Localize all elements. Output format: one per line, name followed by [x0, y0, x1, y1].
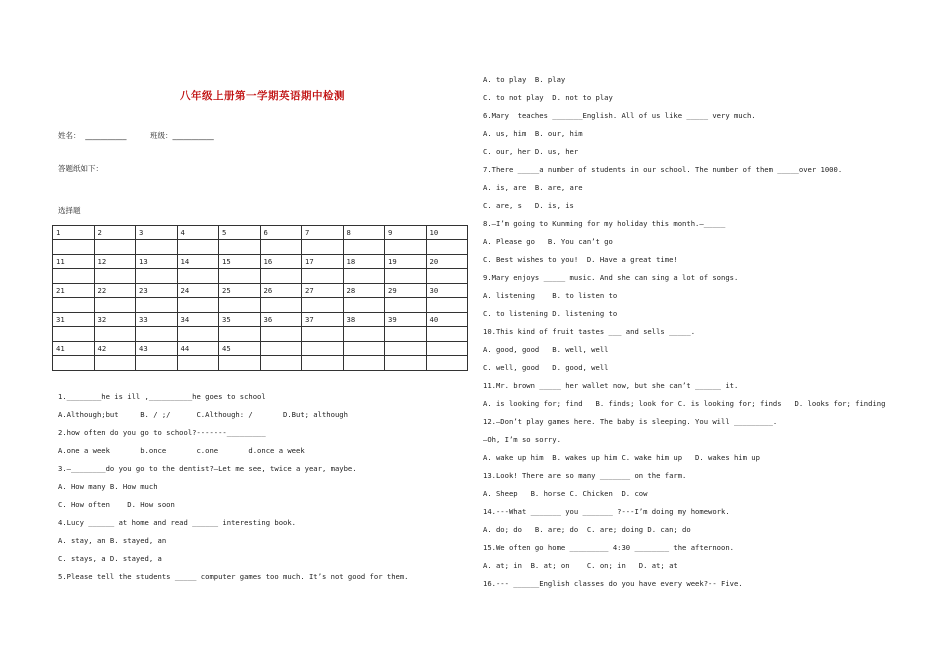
grid-number-cell: 38	[343, 313, 385, 327]
grid-answer-row	[53, 269, 468, 284]
grid-number-cell: 33	[136, 313, 178, 327]
answer-cell[interactable]	[343, 356, 385, 371]
question-line: A. is, are B. are, are	[483, 183, 583, 192]
question-line: 10.This kind of fruit tastes ___ and sells _____.	[483, 327, 696, 336]
grid-number-row	[53, 342, 468, 356]
grid-number-row	[53, 226, 468, 240]
answer-cell[interactable]	[177, 298, 219, 313]
question-line: C. Best wishes to you! D. Have a great time!	[483, 255, 678, 264]
answer-cell[interactable]	[260, 327, 302, 342]
grid-number-cell: 10	[426, 226, 468, 240]
question-line: A. do; do B. are; do C. are; doing D. can; do	[483, 525, 691, 534]
answer-cell[interactable]	[343, 298, 385, 313]
grid-answer-row	[53, 298, 468, 313]
question-line: C. our, her D. us, her	[483, 147, 579, 156]
question-line: 13.Look! There are so many _______ on the farm.	[483, 471, 687, 480]
grid-number-cell: 39	[385, 313, 427, 327]
student-name-field: 姓名： ___________	[58, 131, 127, 140]
question-line: A. wake up him B. wakes up him C. wake him up D. wakes him up	[483, 453, 760, 462]
question-line: 15.We often go home _________ 4:30 ________ the afternoon.	[483, 543, 734, 552]
answer-cell[interactable]	[177, 356, 219, 371]
grid-number-cell: 32	[94, 313, 136, 327]
grid-number-cell: 13	[136, 255, 178, 269]
answer-cell[interactable]	[260, 269, 302, 284]
answer-cell[interactable]	[343, 327, 385, 342]
answer-cell[interactable]	[426, 356, 468, 371]
question-line: 3.—________do you go to the dentist?—Let me see, twice a year, maybe.	[58, 464, 357, 473]
answer-cell[interactable]	[136, 269, 178, 284]
answer-cell[interactable]	[94, 298, 136, 313]
grid-number-cell: 12	[94, 255, 136, 269]
answer-cell[interactable]	[426, 269, 468, 284]
question-line: A. good, good B. well, well	[483, 345, 609, 354]
grid-number-cell: 31	[53, 313, 95, 327]
question-line: C. are, s D. is, is	[483, 201, 574, 210]
question-line: —Oh, I’m so sorry.	[483, 435, 561, 444]
grid-number-cell: 36	[260, 313, 302, 327]
grid-number-cell: 34	[177, 313, 219, 327]
grid-number-cell: 8	[343, 226, 385, 240]
answer-cell[interactable]	[136, 298, 178, 313]
answer-cell[interactable]	[385, 269, 427, 284]
grid-number-cell: 20	[426, 255, 468, 269]
answer-cell[interactable]	[302, 298, 344, 313]
answer-cell[interactable]	[53, 240, 95, 255]
answer-cell[interactable]	[260, 298, 302, 313]
grid-number-cell: 2	[94, 226, 136, 240]
grid-number-cell: 21	[53, 284, 95, 298]
grid-number-row	[53, 255, 468, 269]
grid-number-cell: 24	[177, 284, 219, 298]
question-line: 11.Mr. brown _____ her wallet now, but she can’t ______ it.	[483, 381, 739, 390]
section-label: 选择题	[58, 206, 81, 215]
question-line: 5.Please tell the students _____ computer games too much. It’s not good for them.	[58, 572, 409, 581]
answer-cell[interactable]	[219, 327, 261, 342]
answer-cell[interactable]	[426, 327, 468, 342]
question-line: A. Please go B. You can’t go	[483, 237, 613, 246]
question-line: A.one a week b.once c.one d.once a week	[58, 446, 305, 455]
answer-cell[interactable]	[343, 240, 385, 255]
question-line: A.Although;but B. / ;/ C.Although: / D.But; although	[58, 410, 348, 419]
question-line: 1.________he is ill ,__________he goes to school	[58, 392, 266, 401]
answer-cell[interactable]	[94, 356, 136, 371]
grid-number-cell: 6	[260, 226, 302, 240]
grid-answer-row	[53, 327, 468, 342]
question-line: A. us, him B. our, him	[483, 129, 583, 138]
question-line: A. Sheep B. horse C. Chicken D. cow	[483, 489, 648, 498]
answer-cell[interactable]	[426, 240, 468, 255]
grid-number-cell: 22	[94, 284, 136, 298]
answer-cell[interactable]	[53, 298, 95, 313]
question-line: 7.There _____a number of students in our school. The number of them _____over 1000.	[483, 165, 843, 174]
question-line: C. to not play D. not to play	[483, 93, 613, 102]
answer-cell[interactable]	[136, 356, 178, 371]
question-line: 6.Mary teaches _______English. All of us like _____ very much.	[483, 111, 756, 120]
answer-grid	[52, 225, 468, 371]
grid-number-cell: 17	[302, 255, 344, 269]
answer-cell[interactable]	[94, 240, 136, 255]
answer-cell[interactable]	[219, 240, 261, 255]
grid-number-cell: 43	[136, 342, 178, 356]
answer-cell[interactable]	[219, 356, 261, 371]
grid-number-cell: 1	[53, 226, 95, 240]
question-line: 9.Mary enjoys _____ music. And she can sing a lot of songs.	[483, 273, 739, 282]
question-line: A. How many B. How much	[58, 482, 158, 491]
class-field: 班级：___________	[150, 131, 214, 140]
grid-number-cell: 42	[94, 342, 136, 356]
grid-number-row	[53, 284, 468, 298]
grid-number-row	[53, 313, 468, 327]
answer-cell[interactable]	[302, 240, 344, 255]
grid-number-cell	[302, 342, 344, 356]
answer-cell[interactable]	[385, 327, 427, 342]
question-line: 12.—Don’t play games here. The baby is sleeping. You will _________.	[483, 417, 778, 426]
grid-number-cell	[426, 342, 468, 356]
grid-number-cell: 7	[302, 226, 344, 240]
grid-number-cell: 15	[219, 255, 261, 269]
answer-cell[interactable]	[53, 327, 95, 342]
grid-number-cell: 29	[385, 284, 427, 298]
answer-cell[interactable]	[177, 327, 219, 342]
answer-cell[interactable]	[426, 298, 468, 313]
grid-number-cell	[385, 342, 427, 356]
grid-number-cell: 5	[219, 226, 261, 240]
grid-number-cell: 28	[343, 284, 385, 298]
answer-cell[interactable]	[219, 298, 261, 313]
grid-number-cell: 25	[219, 284, 261, 298]
question-line: C. How often D. How soon	[58, 500, 175, 509]
question-line: 16.--- ______English classes do you have every week?-- Five.	[483, 579, 743, 588]
question-line: C. to listening D. listening to	[483, 309, 618, 318]
grid-number-cell: 26	[260, 284, 302, 298]
grid-number-cell	[260, 342, 302, 356]
answer-cell[interactable]	[94, 269, 136, 284]
question-line: A. listening B. to listen to	[483, 291, 618, 300]
answer-cell[interactable]	[136, 327, 178, 342]
answer-cell[interactable]	[260, 356, 302, 371]
answer-cell[interactable]	[385, 356, 427, 371]
page-title: 八年级上册第一学期英语期中检测	[180, 90, 345, 102]
answer-cell[interactable]	[53, 356, 95, 371]
grid-number-cell: 14	[177, 255, 219, 269]
grid-number-cell: 16	[260, 255, 302, 269]
answer-cell[interactable]	[177, 240, 219, 255]
answer-cell[interactable]	[136, 240, 178, 255]
grid-number-cell: 3	[136, 226, 178, 240]
grid-answer-row	[53, 356, 468, 371]
grid-number-cell: 40	[426, 313, 468, 327]
grid-number-cell: 27	[302, 284, 344, 298]
grid-number-cell: 44	[177, 342, 219, 356]
answer-cell[interactable]	[94, 327, 136, 342]
question-line: 14.---What _______ you _______ ?---I’m doing my homework.	[483, 507, 730, 516]
grid-number-cell: 35	[219, 313, 261, 327]
answer-sheet-label: 答题纸如下：	[58, 164, 103, 173]
question-line: C. stays, a D. stayed, a	[58, 554, 162, 563]
answer-cell[interactable]	[177, 269, 219, 284]
question-line: 8.—I’m going to Kunming for my holiday this month.—_____	[483, 219, 726, 228]
question-line: A. to play B. play	[483, 75, 566, 84]
answer-cell[interactable]	[343, 269, 385, 284]
grid-number-cell: 41	[53, 342, 95, 356]
grid-number-cell	[343, 342, 385, 356]
question-line: 4.Lucy ______ at home and read ______ interesting book.	[58, 518, 296, 527]
grid-number-cell: 18	[343, 255, 385, 269]
grid-number-cell: 37	[302, 313, 344, 327]
answer-cell[interactable]	[385, 298, 427, 313]
answer-cell[interactable]	[53, 269, 95, 284]
grid-number-cell: 45	[219, 342, 261, 356]
grid-number-cell: 9	[385, 226, 427, 240]
question-line: A. is looking for; find B. finds; look for C. is looking for; finds D. looks for; finding	[483, 399, 886, 408]
grid-number-cell: 30	[426, 284, 468, 298]
question-line: A. at; in B. at; on C. on; in D. at; at	[483, 561, 678, 570]
answer-cell[interactable]	[385, 240, 427, 255]
answer-cell[interactable]	[302, 327, 344, 342]
grid-number-cell: 23	[136, 284, 178, 298]
answer-cell[interactable]	[302, 269, 344, 284]
question-line: C. well, good D. good, well	[483, 363, 609, 372]
answer-cell[interactable]	[219, 269, 261, 284]
question-line: A. stay, an B. stayed, an	[58, 536, 167, 545]
answer-cell[interactable]	[302, 356, 344, 371]
grid-number-cell: 19	[385, 255, 427, 269]
answer-cell[interactable]	[260, 240, 302, 255]
grid-number-cell: 4	[177, 226, 219, 240]
question-line: 2.how often do you go to school?-------_________	[58, 428, 266, 437]
grid-number-cell: 11	[53, 255, 95, 269]
grid-answer-row	[53, 240, 468, 255]
